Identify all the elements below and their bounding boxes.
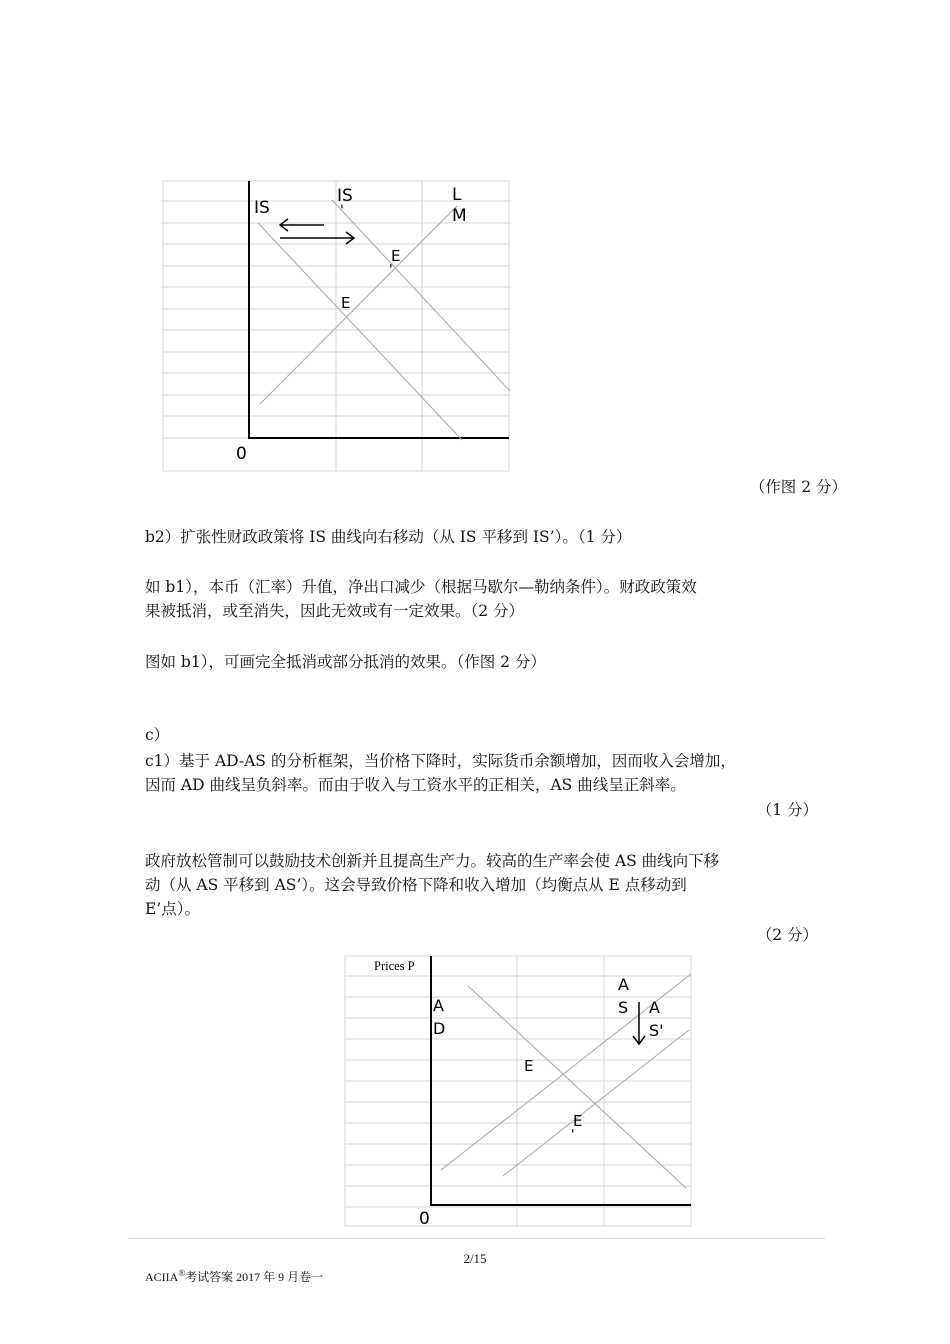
- gov-line2: 动（从 AS 平移到 AS’）。这会导致价格下降和收入增加（均衡点从 E 点移动到: [145, 876, 687, 894]
- gov-score: （2 分）: [756, 926, 818, 944]
- page-number: 2/15: [463, 1251, 487, 1266]
- section-c-label: c）: [145, 726, 170, 744]
- as-prime-label: A S': [649, 998, 664, 1040]
- origin-label: 0: [236, 444, 247, 464]
- diagram-note: 图如 b1），可画完全抵消或部分抵消的效果。（作图 2 分）: [145, 653, 546, 671]
- point-e-label: E: [341, 294, 351, 312]
- b2-paragraph: b2）扩张性财政政策将 IS 曲线向右移动（从 IS 平移到 IS’）。（1 分）: [145, 528, 632, 546]
- c1-score: （1 分）: [756, 801, 818, 819]
- ad-as-figure: [343, 954, 693, 1228]
- as-prime-curve: [503, 1030, 689, 1176]
- as-label: A S: [618, 975, 629, 1017]
- gov-line1: 政府放松管制可以鼓励技术创新并且提高生产力。较高的生产率会使 AS 曲线向下移: [145, 852, 720, 870]
- point-e-prime-label: E ': [571, 1112, 583, 1143]
- is-prime-curve: [332, 200, 510, 391]
- point-e-prime-label: E ': [389, 247, 401, 278]
- is-curve: [258, 223, 462, 440]
- gov-line3: E’点）。: [145, 900, 200, 918]
- grid: [345, 956, 691, 1226]
- ad-label: A D: [433, 996, 446, 1038]
- figure1-caption: （作图 2 分）: [749, 478, 847, 496]
- is-prime-label: IS ': [337, 186, 353, 219]
- effect-paragraph-line1: 如 b1），本币（汇率）升值，净出口减少（根据马歇尔—勒纳条件）。财政政策效: [145, 578, 697, 596]
- lm-curve: [260, 206, 457, 404]
- c1-line1: c1）基于 AD-AS 的分析框架，当价格下降时，实际货币余额增加，因而收入会增加，: [145, 752, 736, 770]
- shift-down-arrow: [633, 1002, 645, 1044]
- c1-line2: 因而 AD 曲线呈负斜率。而由于收入与工资水平的正相关，AS 曲线呈正斜率。: [145, 776, 686, 794]
- y-axis-label: Prices P: [374, 959, 415, 973]
- origin-label: 0: [419, 1209, 430, 1228]
- lm-label: L M: [452, 185, 467, 226]
- footer-divider: [128, 1238, 825, 1239]
- effect-paragraph-line2: 果被抵消，或至消失，因此无效或有一定效果。（2 分）: [145, 602, 525, 620]
- is-lm-figure: [160, 178, 512, 474]
- point-e-label: E: [524, 1057, 534, 1075]
- footer-note: ACIIA®考试答案 2017 年 9 月卷一: [145, 1268, 324, 1284]
- is-label: IS: [254, 198, 270, 218]
